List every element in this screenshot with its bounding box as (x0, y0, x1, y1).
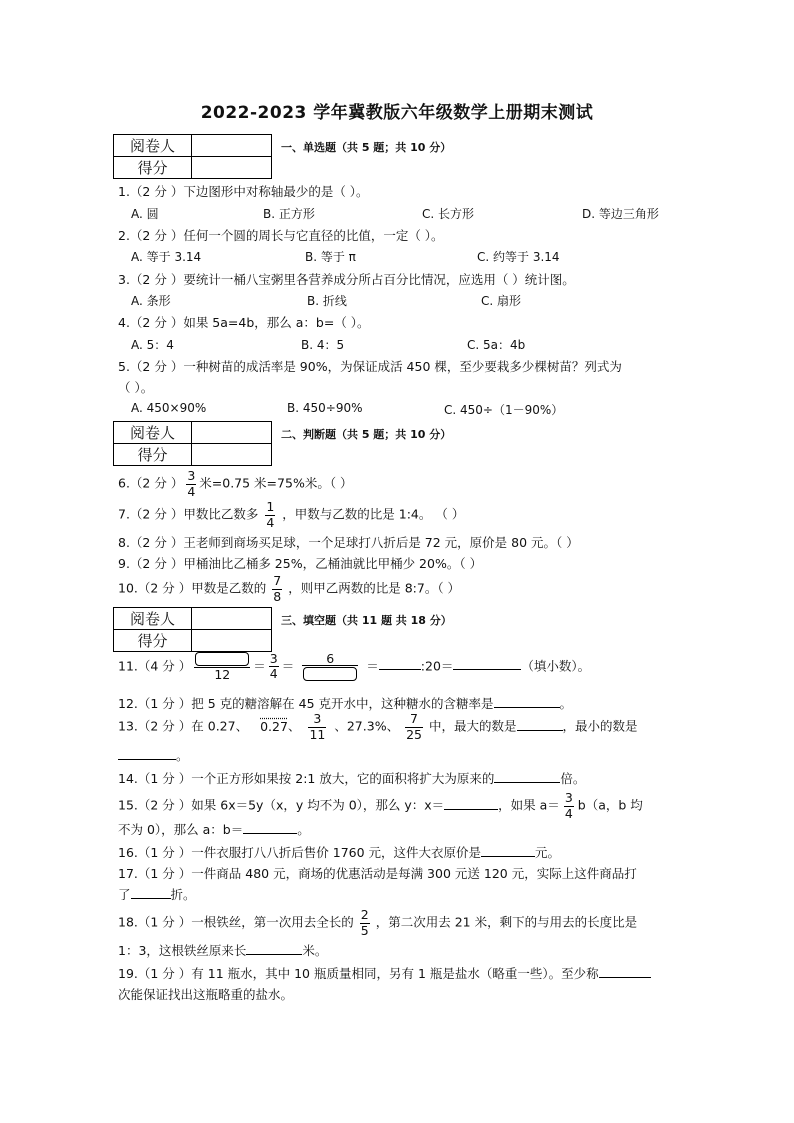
fraction (265, 501, 275, 529)
fraction-denominator: 4 (187, 483, 196, 499)
fraction-numerator: 3 (564, 790, 573, 805)
fraction-numerator: 2 (360, 907, 369, 922)
fraction-denominator-blank[interactable] (302, 666, 358, 681)
q15-prefix: 15.（2 分 ）如果 6x＝5y（x，y 均不为 0），那么 y：x＝ (118, 797, 445, 813)
question-15 (118, 792, 643, 820)
q13-post: 中，最大的数是 (428, 718, 517, 734)
q12-end: 。 (559, 696, 573, 711)
reader-cell[interactable] (192, 422, 272, 444)
answer-blank[interactable] (118, 747, 176, 760)
fraction (564, 792, 574, 820)
q13-post2: ，最小的数是 (562, 718, 638, 734)
answer-blank[interactable] (243, 821, 297, 834)
question-9: 9.（2 分 ）甲桶油比乙桶多 25%，乙桶油就比甲桶少 20%。（ ） (118, 556, 483, 571)
question-8: 8.（2 分 ）王老师到商场买足球，一个足球打八折后是 72 元，原价是 80 元。（ ） (118, 535, 579, 550)
q13-mid: 、27.3%、 (334, 718, 400, 734)
fraction-numerator: 3 (187, 468, 196, 483)
q6-suffix: 米=0.75 米=75%米。（ ） (199, 475, 353, 491)
fraction-numerator: 1 (266, 499, 275, 514)
reader-cell[interactable] (192, 608, 272, 630)
fraction-denominator: 12 (214, 667, 231, 682)
question-17-line1: 17.（1 分 ）一件商品 480 元，商场的优惠活动是每满 300 元送 120 元，实际上这件商品打 (118, 866, 637, 881)
q3-option-b[interactable]: B. 折线 (307, 294, 347, 308)
answer-blank[interactable] (444, 797, 498, 810)
answer-blank[interactable] (379, 657, 421, 670)
question-15-line2 (118, 820, 310, 838)
question-5-line2: （ ）。 (118, 380, 154, 395)
q2-option-b[interactable]: B. 等于 π (305, 250, 356, 264)
fraction (272, 575, 282, 603)
reader-cell[interactable] (192, 135, 272, 157)
fraction-with-blank (302, 650, 358, 682)
grader-table (113, 134, 272, 179)
fraction-denominator: 4 (564, 805, 573, 821)
section-heading-fill-in: 三、填空题（共 11 题 共 18 分） (281, 614, 452, 627)
q4-option-c[interactable]: C. 5a：4b (467, 338, 526, 352)
question-13 (118, 713, 638, 741)
fraction (269, 650, 279, 682)
q15-line2: 不为 0），那么 a：b＝ (118, 822, 244, 837)
q18-post: ，第二次用去 21 米，剩下的与用去的长度比是 (375, 914, 638, 930)
question-4: 4.（2 分 ）如果 5a=4b，那么 a：b=（ ）。 (118, 315, 370, 330)
question-3: 3.（2 分 ）要统计一桶八宝粥里各营养成分所占百分比情况，应选用（ ）统计图。 (118, 272, 575, 287)
q15-mid: ，如果 a＝ (498, 797, 560, 813)
page-title: 2022-2023 学年冀教版六年级数学上册期末测试 (200, 103, 594, 123)
question-1: 1.（2 分 ）下边图形中对称轴最少的是（ ）。 (118, 184, 369, 199)
question-10 (118, 575, 460, 603)
fraction-denominator: 25 (406, 726, 422, 742)
q17-line2: 了 (118, 887, 131, 902)
q1-option-c[interactable]: C. 长方形 (422, 207, 475, 221)
fraction-denominator: 4 (266, 514, 275, 530)
question-19-line1 (118, 964, 651, 982)
section-heading-true-false: 二、判断题（共 5 题；共 10 分） (281, 428, 452, 441)
score-cell[interactable] (192, 444, 272, 466)
q2-option-c[interactable]: C. 约等于 3.14 (477, 250, 560, 264)
question-12 (118, 694, 572, 712)
question-13-line2 (118, 746, 189, 764)
reader-label: 阅卷人 (114, 135, 192, 157)
q4-option-a[interactable]: A. 5：4 (131, 338, 174, 352)
question-2: 2.（2 分 ）任何一个圆的周长与它直径的比值，一定（ ）。 (118, 228, 444, 243)
fraction (360, 909, 370, 937)
fraction-numerator-blank[interactable] (194, 652, 250, 668)
fraction-denominator: 8 (273, 588, 282, 604)
answer-blank[interactable] (494, 770, 560, 783)
q4-option-b[interactable]: B. 4：5 (301, 338, 345, 352)
fraction-numerator: 3 (308, 713, 326, 728)
question-5-line1: 5.（2 分 ）一种树苗的成活率是 90%，为保证成活 450 棵，至少要栽多少棵树苗？列式为 (118, 359, 622, 374)
fraction-numerator: 7 (405, 713, 423, 728)
fraction-denominator: 5 (360, 922, 369, 938)
answer-blank[interactable] (246, 942, 302, 955)
q13-end: 。 (176, 748, 189, 763)
q14-end: 倍。 (560, 771, 586, 786)
q14-text: 14.（1 分 ）一个正方形如果按 2:1 放大，它的面积将扩大为原来的 (118, 771, 495, 786)
score-label: 得分 (114, 444, 192, 466)
q18-end: 米。 (302, 943, 328, 958)
q2-option-a[interactable]: A. 等于 3.14 (131, 250, 202, 264)
q11-prefix: 11.（4 分 ） (118, 658, 192, 674)
q11-suffix: （填小数）。 (521, 658, 591, 674)
question-14 (118, 769, 585, 787)
fraction-numerator: 6 (302, 653, 358, 667)
fraction-numerator: 7 (273, 573, 282, 588)
score-cell[interactable] (192, 630, 272, 652)
repeating-decimal: 0.27 (260, 718, 288, 734)
q11-ratio: :20＝ (420, 658, 454, 674)
q3-option-a[interactable]: A. 条形 (131, 294, 171, 308)
question-18-line2 (118, 941, 327, 959)
fraction (308, 713, 326, 741)
answer-blank[interactable] (599, 965, 651, 978)
q10-suffix: ，则甲乙两数的比是 8:7。（ ） (288, 580, 461, 596)
q5-option-c[interactable]: C. 450÷（1－90%） (444, 403, 564, 417)
question-19-line2: 次能保证找出这瓶略重的盐水。 (118, 987, 294, 1002)
q16-text: 16.（1 分 ）一件衣服打八八折后售价 1760 元，这件大衣原价是 (118, 845, 482, 860)
reader-label: 阅卷人 (114, 608, 192, 630)
question-11: 11.（4 分 ） 12 ＝ $\frac{3}{4}$ ＝ 6 ＝ :20＝ （填小数）。 (118, 650, 591, 682)
q15-end: 。 (297, 822, 310, 837)
answer-blank[interactable] (195, 652, 249, 666)
q6-prefix: 6.（2 分 ） (118, 475, 184, 491)
q5-option-a[interactable]: A. 450×90% (131, 401, 207, 415)
q18-line2: 1：3，这根铁丝原来长 (118, 943, 247, 958)
q18-prefix: 18.（1 分 ）一根铁丝，第一次用去全长的 (118, 914, 354, 930)
question-16 (118, 843, 560, 861)
answer-blank[interactable] (131, 886, 171, 899)
q7-prefix: 7.（2 分 ）甲数比乙数多 (118, 506, 259, 522)
question-18 (118, 909, 637, 937)
question-17-line2 (118, 885, 196, 903)
q15-post: b（a，b 均 (577, 797, 643, 813)
fraction (186, 470, 196, 498)
section-heading-single-choice: 一、单选题（共 5 题；共 10 分） (281, 141, 452, 154)
answer-blank[interactable] (494, 695, 560, 708)
q17-end: 折。 (170, 887, 196, 902)
q7-suffix: ，甲数与乙数的比是 1:4。 （ ） (282, 506, 465, 522)
question-7 (118, 501, 464, 529)
q12-text: 12.（1 分 ）把 5 克的糖溶解在 45 克开水中，这种糖水的含糖率是 (118, 696, 494, 711)
fraction (405, 713, 423, 741)
grader-table (113, 421, 272, 466)
q1-option-b[interactable]: B. 正方形 (263, 207, 315, 221)
fraction-with-blank (194, 652, 250, 682)
q1-option-a[interactable]: A. 圆 (131, 207, 159, 221)
fraction-denominator: 4 (269, 666, 278, 682)
answer-blank[interactable] (303, 667, 357, 681)
q16-end: 元。 (535, 845, 561, 860)
question-6 (118, 470, 353, 498)
q13-prefix: 13.（2 分 ）在 0.27、 (118, 718, 249, 734)
score-label: 得分 (114, 157, 192, 179)
q1-option-d[interactable]: D. 等边三角形 (582, 207, 659, 221)
fraction-numerator: 3 (269, 650, 278, 666)
reader-label: 阅卷人 (114, 422, 192, 444)
answer-blank[interactable] (481, 844, 535, 857)
q10-prefix: 10.（2 分 ）甲数是乙数的 (118, 580, 267, 596)
q13-sep: 、 (287, 718, 301, 734)
score-cell[interactable] (192, 157, 272, 179)
q5-option-b[interactable]: B. 450÷90% (287, 401, 363, 415)
score-label: 得分 (114, 630, 192, 652)
answer-blank[interactable] (453, 657, 521, 670)
answer-blank[interactable] (517, 718, 563, 731)
q3-option-c[interactable]: C. 扇形 (481, 294, 522, 308)
q19-line1: 19.（1 分 ）有 11 瓶水，其中 10 瓶质量相同，另有 1 瓶是盐水（略重一些）。至少称 (118, 966, 599, 981)
grader-table (113, 607, 272, 652)
fraction-denominator: 11 (309, 726, 326, 742)
